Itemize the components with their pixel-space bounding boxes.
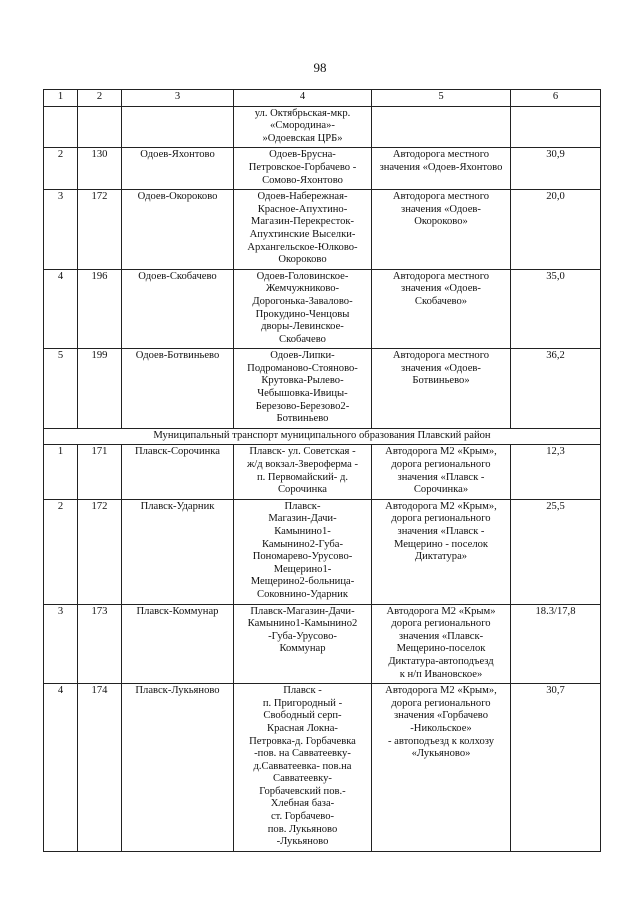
header-cell: 2: [78, 90, 122, 107]
road-line: Автодорога местного: [392, 191, 490, 203]
section-row: [44, 428, 601, 445]
cell-path: [234, 106, 372, 148]
cell-num: 2: [44, 148, 78, 190]
cell-name: Плавск-Сорочинка: [122, 445, 234, 499]
road-line: Автодорога М2 «Крым»,: [385, 500, 497, 512]
path-line: Березово-Березово2-: [255, 400, 350, 412]
table-row: [44, 148, 601, 190]
cell-path: [234, 445, 372, 499]
cell-name: Одоев-Скобачево: [122, 269, 234, 349]
path-line: Сорочинка: [277, 484, 328, 496]
road-line: Диктатура»: [414, 551, 468, 563]
section-title: Муниципальный транспорт муниципального образования Плавский район: [44, 428, 601, 445]
road-line: Автодорога М2 «Крым»: [386, 605, 496, 617]
road-line: Автодорога местного: [392, 350, 490, 362]
path-line: Петровское-Горбачево -: [248, 161, 357, 173]
road-line: -Никольское»: [410, 722, 472, 734]
header-cell: 4: [234, 90, 372, 107]
cell-name: Плавск-Коммунар: [122, 604, 234, 684]
cell-length: [511, 106, 601, 148]
path-line: Камынино2-Губа-: [261, 538, 344, 550]
road-line: Окороково»: [414, 216, 468, 228]
cell-road: [372, 604, 511, 684]
cell-length: 18.3/17,8: [511, 604, 601, 684]
path-line: Плавск-: [284, 500, 321, 512]
road-line: Скобачево»: [414, 295, 468, 307]
cell-num: 1: [44, 445, 78, 499]
road-line: к н/п Ивановское»: [399, 668, 483, 680]
cell-code: 171: [78, 445, 122, 499]
road-line: - автоподъезд к колхозу: [387, 735, 495, 747]
table-row: [44, 349, 601, 429]
path-line: -пов. на Савватеевку-: [254, 748, 351, 760]
path-line: Горбачевский пов.-: [259, 785, 346, 797]
cell-length: 20,0: [511, 190, 601, 270]
path-line: ж/д вокзал-Звероферма -: [246, 459, 359, 471]
path-line: пов. Лукьяново: [267, 823, 338, 835]
path-line: Магазин-Дачи-: [268, 513, 337, 525]
cell-num: 4: [44, 269, 78, 349]
path-line: Плавск- ул. Советская -: [249, 446, 356, 458]
road-line: Автодорога местного: [392, 270, 490, 282]
path-line: ул. Октябрьская-мкр.: [254, 107, 351, 119]
cell-path: [234, 190, 372, 270]
cell-length: 25,5: [511, 499, 601, 604]
path-line: Скобачево: [279, 333, 326, 345]
path-line: Жемчужниково-: [265, 283, 340, 295]
path-line: Ботвиньево: [276, 413, 329, 425]
road-line: значения «Плавск -: [397, 471, 485, 483]
cell-road: [372, 106, 511, 148]
path-line: Камынино1-Камынино2: [247, 618, 358, 630]
road-line: дорога регионального: [391, 459, 491, 471]
cell-code: 199: [78, 349, 122, 429]
road-line: значения «Одоев-: [401, 362, 481, 374]
road-line: Ботвиньево»: [412, 375, 470, 387]
path-line: Крутовка-Рылево-: [261, 375, 344, 387]
cell-num: 2: [44, 499, 78, 604]
path-line: Коммунар: [279, 643, 326, 655]
road-line: дорога регионального: [391, 618, 491, 630]
continuation-row: [44, 106, 601, 148]
path-line: Мещерино1-: [273, 563, 332, 575]
path-line: -Лукьяново: [276, 836, 329, 848]
road-line: Автодорога М2 «Крым»,: [385, 685, 497, 697]
header-cell: 6: [511, 90, 601, 107]
path-line: Подромановo-Стояново-: [247, 362, 358, 374]
cell-length: 30,9: [511, 148, 601, 190]
path-line: Окороково: [278, 254, 327, 266]
path-line: Одоев-Набережная-: [257, 191, 348, 203]
path-line: дворы-Левинское-: [261, 321, 344, 333]
cell-road: [372, 684, 511, 852]
table-row: [44, 604, 601, 684]
path-line: Одоев-Липки-: [270, 350, 335, 362]
path-line: Савватеевку-: [273, 773, 332, 785]
cell-road: [372, 269, 511, 349]
road-line: Мещерино - поселок: [393, 538, 489, 550]
cell-length: 36,2: [511, 349, 601, 429]
cell-code: 130: [78, 148, 122, 190]
header-row: [44, 90, 601, 107]
path-line: Свободный серп-: [263, 710, 342, 722]
path-line: ст. Горбачево-: [270, 811, 335, 823]
cell-num: 4: [44, 684, 78, 852]
table-row: [44, 269, 601, 349]
cell-path: [234, 349, 372, 429]
cell-num: 3: [44, 190, 78, 270]
path-line: Пономарево-Урусово-: [252, 551, 353, 563]
cell-num: 3: [44, 604, 78, 684]
table-row: [44, 445, 601, 499]
path-line: Одоев-Головинское-: [256, 270, 349, 282]
table-row: [44, 190, 601, 270]
path-line: Петровка-д. Горбачевка: [249, 735, 356, 747]
cell-road: [372, 499, 511, 604]
path-line: -Губа-Урусово-: [268, 630, 337, 642]
road-line: значения «Одоев-: [401, 283, 481, 295]
cell-path: [234, 604, 372, 684]
cell-num: 5: [44, 349, 78, 429]
cell-path: [234, 684, 372, 852]
cell-num: [44, 106, 78, 148]
cell-name: Одоев-Ботвиньево: [122, 349, 234, 429]
path-line: Сомово-Яхонтово: [262, 174, 343, 186]
road-line: значения «Горбачево: [393, 710, 489, 722]
cell-path: [234, 269, 372, 349]
path-line: «Смородина»-: [270, 120, 335, 132]
road-line: Диктатура-автоподъезд: [388, 655, 494, 667]
cell-code: 172: [78, 499, 122, 604]
header-cell: 3: [122, 90, 234, 107]
cell-code: [78, 106, 122, 148]
path-line: Красная Локна-: [267, 722, 338, 734]
road-line: Автодорога М2 «Крым»,: [385, 446, 497, 458]
path-line: д.Савватеевка- пов.на: [253, 760, 352, 772]
cell-code: 172: [78, 190, 122, 270]
path-line: Хлебная база-: [270, 798, 335, 810]
path-line: Плавск -: [283, 685, 322, 697]
path-line: Магазин-Перекресток-: [250, 216, 355, 228]
cell-code: 173: [78, 604, 122, 684]
cell-name: Плавск-Лукьяново: [122, 684, 234, 852]
path-line: Красное-Апухтино-: [257, 203, 348, 215]
path-line: п. Первомайский- д.: [256, 471, 349, 483]
road-line: значения «Плавск -: [397, 526, 485, 537]
cell-code: 196: [78, 269, 122, 349]
road-line: «Лукьяново»: [411, 748, 471, 760]
cell-name: Плавск-Ударник: [122, 499, 234, 604]
path-line: »Одоевская ЦРБ»: [262, 132, 343, 144]
path-line: Чебышовка-Ивицы-: [257, 388, 348, 400]
table-row: [44, 684, 601, 852]
path-line: Дорогонька-Завалово-: [252, 295, 353, 307]
path-line: п. Пригородный -: [262, 697, 343, 709]
path-line: Мещерино2-больница-: [250, 576, 355, 588]
cell-code: 174: [78, 684, 122, 852]
road-line: Сорочинка»: [413, 484, 469, 496]
cell-road: [372, 349, 511, 429]
cell-name: Одоев-Окороково: [122, 190, 234, 270]
page-number: 98: [313, 60, 327, 75]
cell-length: 12,3: [511, 445, 601, 499]
routes-table: [43, 89, 601, 852]
path-line: Прокудино-Ченцовы: [255, 308, 350, 320]
cell-road: [372, 190, 511, 270]
path-line: Плавск-Магазин-Дачи-: [250, 605, 355, 617]
table-row: [44, 499, 601, 604]
road-line: Автодорога местного: [392, 149, 490, 161]
path-line: Одоев-Брусна-: [269, 149, 336, 161]
road-line: значения «Плавск-: [398, 630, 484, 642]
path-line: Соковнино-Ударник: [257, 588, 348, 600]
cell-length: 35,0: [511, 269, 601, 349]
road-line: значения «Одоев-Яхонтово: [379, 161, 503, 173]
cell-road: [372, 445, 511, 499]
road-line: Мещерино-поселок: [396, 643, 486, 655]
road-line: значения «Одоев-: [401, 203, 481, 215]
cell-name: Одоев-Яхонтово: [122, 148, 234, 190]
path-line: Архангельское-Юлково-: [247, 241, 358, 253]
path-line: Апухтинские Выселки-: [249, 228, 356, 240]
cell-length: 30,7: [511, 684, 601, 852]
cell-path: [234, 148, 372, 190]
road-line: дорога регионального: [391, 697, 491, 709]
cell-path: [234, 499, 372, 604]
header-cell: 5: [372, 90, 511, 107]
path-line: Камынино1-: [274, 526, 331, 537]
cell-name: [122, 106, 234, 148]
header-cell: 1: [44, 90, 78, 107]
road-line: дорога регионального: [391, 513, 491, 525]
cell-road: [372, 148, 511, 190]
